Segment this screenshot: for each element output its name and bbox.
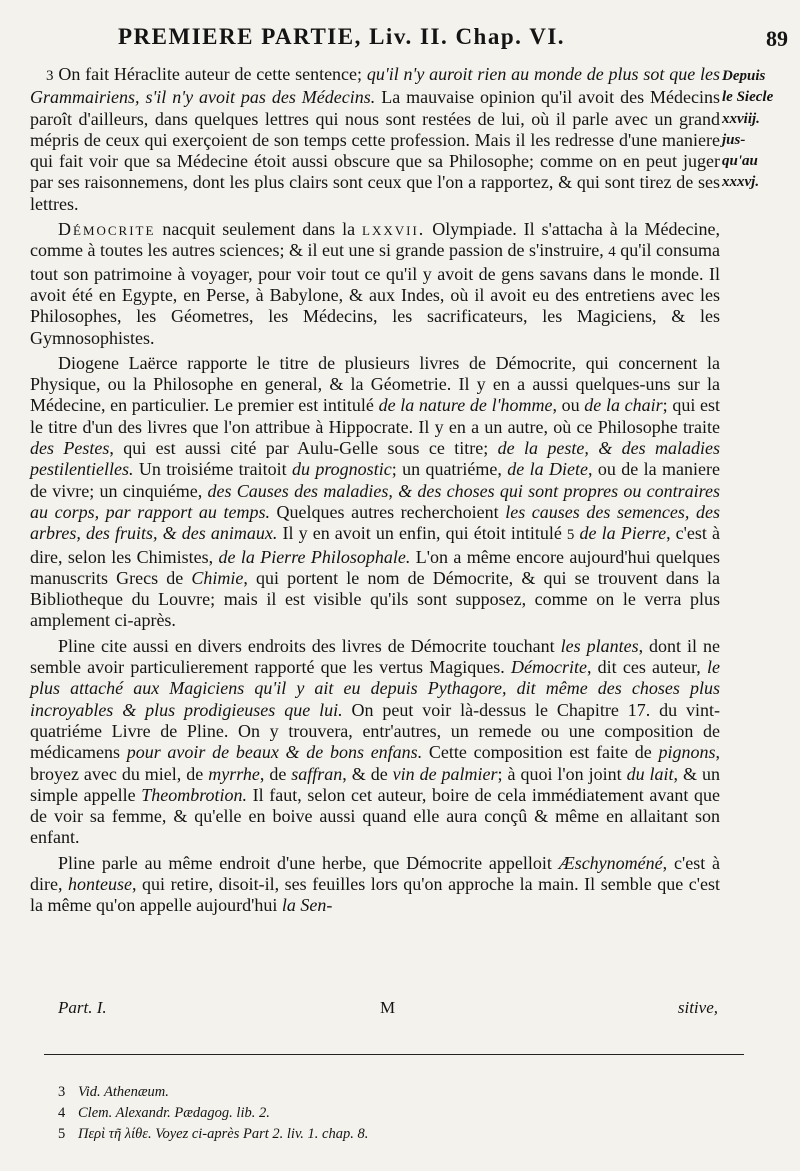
footnote-text: Clem. Alexandr. Pædagog. lib. 2. [78, 1105, 270, 1121]
italic-run: myrrhe [208, 763, 260, 784]
text-run: , qui portent le nom de Démocrite, & qui se trouvent dans la Bibliotheque du Louvre; mais il est visible qu'ils sont supposez, comme on le verra plus amplement ci-après. [30, 567, 720, 631]
paragraph-democritus [30, 219, 720, 349]
italic-run: pignons [658, 742, 716, 763]
text-run: L'on a même encore aujourd'hui quelques manuscrits Grecs de [30, 546, 720, 588]
text-run: Cette composition est faite de [422, 742, 659, 763]
paragraph-herbe [30, 853, 720, 917]
text-run: , broyez avec du miel, de [30, 742, 720, 784]
text-run: , c'est à dire, selon les Chimistes, [30, 523, 720, 567]
text-run: ; à quoi l'on joint [497, 763, 627, 784]
footnote-number: 3 [58, 1084, 66, 1100]
margin-note-line: Depuis [722, 68, 766, 84]
footnote-number: 5 [58, 1126, 66, 1142]
footnote-divider [44, 1054, 744, 1055]
text-run: , & de [342, 763, 393, 784]
italic-run: qu'il n'y auroit rien au monde de plus sot que les Grammairiens, s'il n'y avoit pas des Médecins. [30, 64, 720, 108]
italic-run: du lait [626, 763, 674, 784]
footnote-ref: 4 [608, 244, 616, 261]
paragraph-diogene [30, 353, 720, 632]
italic-run: saffran [291, 763, 343, 784]
text-run: Quelques autres recherchoient [269, 501, 506, 522]
footnote [58, 1082, 738, 1103]
margin-note-line: jus- [722, 131, 746, 148]
italic-run: pour avoir de beaux & de bons enfans. [126, 742, 423, 763]
italic-run: du prognostic [291, 459, 392, 480]
margin-note-line: xxviij. [722, 110, 760, 127]
text-run: , ou [552, 395, 585, 416]
italic-run: les causes des semences, des arbres, des fruits, & des animaux. [30, 501, 720, 544]
text-run: La mauvaise opinion qu'il avoit des Médecins paroît d'ailleurs, dans quelques lettres qui nous sont restées de lui, où il parle avec un grand mépris de ceux qui exerçoient de son temps cette profession. Mais il les redresse d'une maniere qui fait voir que sa Médecine étoit aussi obscure que sa Philosophe; comme on en peut juger par ses raisonnemens, dont les plus clairs sont ceux que l'on a rapportez, & qui sont tirez de ses lettres. [30, 87, 721, 214]
margin-note-line: xxxvj. [722, 174, 760, 191]
margin-note [722, 66, 796, 194]
part-label: Part. I. [58, 998, 107, 1017]
italic-run: vin de palmier [392, 763, 498, 784]
text-run: Olympiade. Il s'attacha à la Médecine, comme à toutes les autres sciences; & il eut une si grande passion de s'instruire, [30, 219, 721, 261]
footnote [58, 1124, 738, 1145]
italic-run: honteuse [68, 873, 133, 894]
text-run: qu'il consuma tout son patrimoine à voyager, pour voir tout ce qu'il y avoit de gens savans dans le monde. Il avoit été en Egypte, en Perse, à Babylone, & aux Indes, où il avoit eu des entretiens avec les Philosophes, les Géometres, les Médecins, les sacrificateurs, les Magiciens, & les Gymnosophistes. [30, 240, 720, 348]
text-run: , dit ces auteur, [586, 657, 707, 678]
footnote-ref: 5 [566, 527, 575, 544]
paragraph-pline [30, 636, 720, 849]
footnote-ref: 3 [46, 68, 54, 84]
italic-run: de la nature de l'homme [378, 395, 553, 416]
text-run: On fait Héraclite auteur de cette sentence; [53, 64, 367, 84]
paragraph-heraclitus [30, 64, 720, 215]
text-run: Il y en avoit un enfin, qui étoit intitulé [277, 523, 567, 544]
italic-run: Démocrite [510, 657, 587, 678]
page-number: 89 [766, 26, 788, 51]
text-run: On peut voir là-dessus le Chapitre 17. du vint-quatriéme Livre de Pline. On y trouvera, entr'autres, un remede ou une composition de médicamens [30, 699, 720, 763]
name-democrite: Démocrite [58, 219, 156, 240]
italic-run: de la Diete [507, 459, 589, 480]
italic-run: de la peste, & des maladies pestilentielles. [30, 438, 721, 480]
italic-run: Chimie [191, 567, 244, 588]
italic-run: de la chair [584, 395, 663, 416]
text-run: , ou de la maniere de vivre; un cinquiéme, [30, 459, 720, 501]
footnote-number: 4 [58, 1105, 66, 1121]
italic-run: Æschynoméné [558, 852, 663, 873]
text-run: Un troisiéme traitoit [133, 459, 292, 480]
footnote-text: Περὶ τῆ λίθε. Voyez ci-après Part 2. liv. 1. chap. 8. [78, 1126, 369, 1142]
catchword: sitive, [677, 998, 718, 1017]
italic-run: des Pestes [30, 438, 110, 459]
body-text [30, 64, 720, 921]
text-run: Diogene Laërce rapporte le titre de plusieurs livres de Démocrite, qui concernent la Physique, ou la Philosophe en general, & la Géometrie. Il y en a aussi quelques-uns sur la Médecine, en particulier. Le premier est intitulé [30, 352, 720, 416]
italic-run: de la Pierre [579, 523, 667, 544]
text-run: , qui retire, disoit-il, ses feuilles lors qu'on approche la main. Il semble que c'est la même qu'on appelle aujourd'hui [30, 873, 720, 916]
italic-run: les plantes [560, 635, 639, 656]
signature-mark: M [380, 998, 396, 1017]
running-head: PREMIERE PARTIE, Liv. II. Chap. VI. [118, 24, 566, 49]
italic-run: le plus attaché aux Magiciens qu'il y ait eu depuis Pythagore, dit même des choses plus incroyables & plus prodigieuses que lui. [30, 657, 720, 720]
footnote-text: Vid. Athenæum. [78, 1084, 169, 1100]
text-run: , c'est à dire, [30, 852, 720, 894]
signature-line [58, 998, 718, 1018]
text-run: Pline cite aussi en divers endroits des livres de Démocrite touchant [58, 635, 561, 656]
text-run: nacquit seulement dans la [155, 219, 363, 240]
olympiad-number: lxxvii. [362, 219, 426, 240]
italic-run: Theombrotion. [141, 784, 248, 805]
italic-run: de la Pierre Philosophale. [218, 546, 411, 567]
text-run: ; un quatriéme, [391, 459, 508, 480]
text-run: , qui est aussi cité par Aulu-Gelle sous ce titre; [109, 438, 498, 459]
text-run: , dont il ne semble avoir particulierement rapporté que les vertus Magiques. [30, 635, 720, 678]
footnote [58, 1103, 738, 1124]
italic-run: la Sen- [281, 895, 333, 916]
italic-run: des Causes des maladies, & des choses qui sont propres ou contraires au corps, par rapport au temps. [30, 480, 720, 522]
text-run: Il faut, selon cet auteur, boire de cela immédiatement avant que de voir sa femme, & qu'elle en boive aussi quand elle aura conçû & même en allaitant son enfant. [30, 784, 720, 848]
page-header [118, 24, 788, 56]
footnotes [58, 1082, 738, 1145]
text-run: , de [259, 763, 292, 784]
margin-note-line: le Siecle [722, 89, 774, 106]
text-run: ; qui est le titre d'un des livres que l'on attribue à Hippocrate. Il y en a un autre, où ce Philosophe traite [30, 395, 720, 437]
text-run: Pline parle au même endroit d'une herbe, que Démocrite appelloit [58, 852, 559, 873]
margin-note-line: qu'au [722, 153, 758, 170]
text-run: , & un simple appelle [30, 763, 720, 805]
